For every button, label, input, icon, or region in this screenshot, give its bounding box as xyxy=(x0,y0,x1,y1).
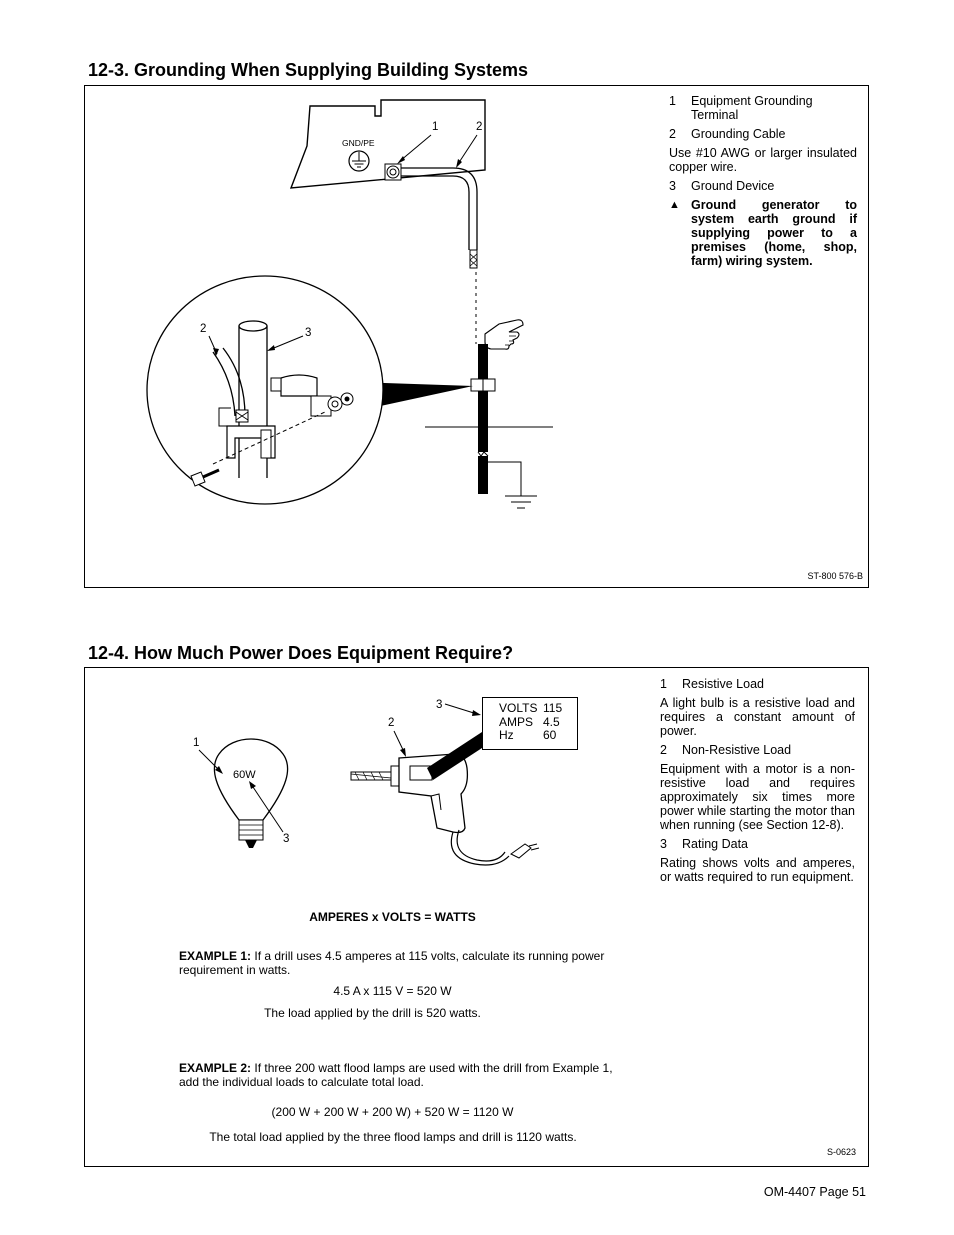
grounding-legend xyxy=(669,94,857,268)
detail-callout-3: 3 xyxy=(305,327,312,339)
section-12-3-title: 12-3. Grounding When Supplying Building Systems xyxy=(88,60,529,80)
ground-rod xyxy=(478,344,488,452)
detail-callout-2: 2 xyxy=(200,323,207,335)
bulb-callout-3: 3 xyxy=(283,833,290,845)
bulb-callout-1: 1 xyxy=(193,737,200,749)
section-12-4-title: 12-4. How Much Power Does Equipment Require? xyxy=(88,643,514,663)
power-legend-item-1: 1 Resistive Load xyxy=(660,677,764,691)
example-2-calc: (200 W + 200 W + 200 W) + 520 W = 1120 W xyxy=(271,1105,514,1119)
power-legend-item-1-note: A light bulb is a resistive load and requires a constant amount of power. xyxy=(660,696,855,738)
detail-magnified-circle xyxy=(147,276,383,504)
light-bulb-icon xyxy=(214,739,290,848)
example-2-label: EXAMPLE 2: xyxy=(179,1061,252,1075)
power-legend-item-3: 3 Rating Data xyxy=(660,837,749,851)
rating-row-hz: Hz 60 xyxy=(499,728,557,742)
power-legend xyxy=(660,677,855,889)
example-1-label: EXAMPLE 1: xyxy=(179,949,252,963)
rating-row-amps: AMPS 4.5 xyxy=(499,714,560,729)
legend-item-2: 2 Grounding Cable xyxy=(669,127,786,141)
page-footer: OM-4407 Page 51 xyxy=(763,1185,866,1199)
example-2 xyxy=(179,1061,619,1089)
example-1-text: If a drill uses 4.5 amperes at 115 volts, calculate its running power requirement in watts. xyxy=(179,949,605,977)
example-2-text: If three 200 watt flood lamps are used with the drill from Example 1, add the individual loads to calculate total load. xyxy=(179,1061,613,1089)
rating-plate xyxy=(482,697,578,750)
power-legend-item-2: 2 Non-Resistive Load xyxy=(660,743,792,757)
drill-callout-2: 2 xyxy=(388,717,395,729)
power-legend-item-2-note: Equipment with a motor is a non-resistive load and requires approximately six times more power while starting the motor than when running (see Section 12-8). xyxy=(660,762,855,832)
legend-item-1: 1 Equipment Grounding Terminal xyxy=(669,94,813,122)
power-figure-box xyxy=(84,667,869,1167)
example-2-result: The total load applied by the three flood lamps and drill is 1120 watts. xyxy=(209,1130,577,1144)
callout-1: 1 xyxy=(432,121,439,133)
legend-item-3: 3 Ground Device xyxy=(669,179,775,193)
example-1-calc: 4.5 A x 115 V = 520 W xyxy=(333,984,452,998)
warning-triangle-icon: ▲ xyxy=(669,199,680,211)
rating-row-volts: VOLTS 115 xyxy=(499,701,563,715)
grounding-diagram xyxy=(85,86,645,586)
bulb-rating-label: 60W xyxy=(233,769,256,781)
pointing-hand-icon xyxy=(485,320,523,349)
legend-item-2-note: Use #10 AWG or larger insulated copper wire. xyxy=(669,146,857,174)
grounding-warning: ▲ Ground generator to system earth ground if supplying power to a premises (home, shop, farm) wiring system. xyxy=(669,198,857,268)
figure-ref-code: ST-800 576-B xyxy=(807,571,863,581)
gnd-pe-label: GND/PE xyxy=(342,138,375,148)
grounding-figure-box xyxy=(84,85,869,588)
plate-callout-3: 3 xyxy=(436,699,443,711)
callout-2: 2 xyxy=(476,121,483,133)
power-figure-ref-code: S-0623 xyxy=(826,1147,856,1157)
power-legend-item-3-note: Rating shows volts and amperes, or watts required to run equipment. xyxy=(660,856,855,884)
example-1-result: The load applied by the drill is 520 watts. xyxy=(264,1006,481,1020)
power-formula: AMPERES x VOLTS = WATTS xyxy=(309,910,476,924)
example-1 xyxy=(179,949,619,977)
